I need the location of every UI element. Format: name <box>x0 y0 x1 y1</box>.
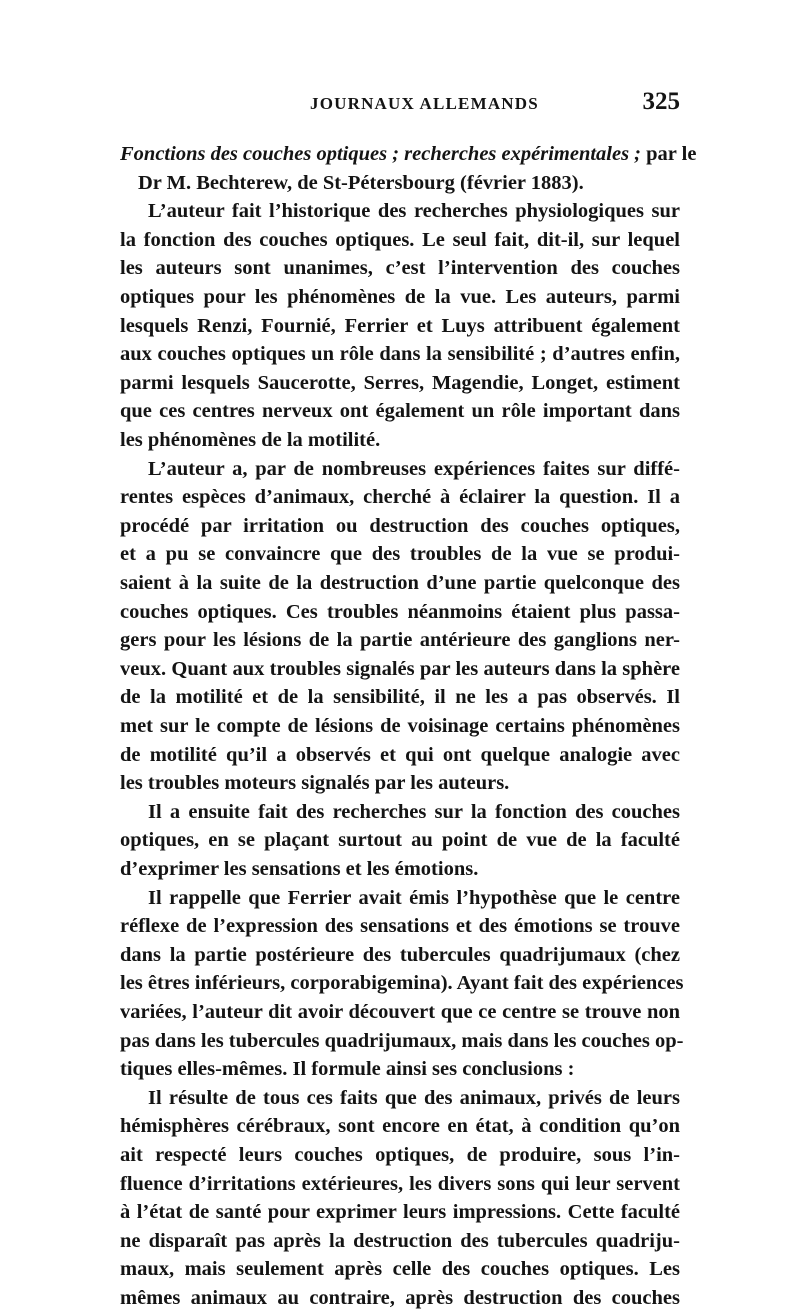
text-line: réflexe de l’expression des sensations et des émotions se trouve <box>120 915 680 938</box>
text-line: les troubles moteurs signalés par les auteurs. <box>120 772 510 795</box>
text-line: hémisphères cérébraux, sont encore en état, à condition qu’on <box>120 1115 680 1138</box>
text-line: fluence d’irritations extérieures, les divers sons qui leur servent <box>120 1172 680 1195</box>
text-line: la fonction des couches optiques. Le seul fait, dit-il, sur lequel <box>120 228 680 251</box>
text-line: de la motilité et de la sensibilité, il ne les a pas observés. Il <box>120 686 680 709</box>
text-line: pas dans les tubercules quadrijumaux, mais dans les couches op- <box>120 1029 684 1052</box>
text-line: et a pu se convaincre que des troubles de la vue se produi- <box>120 543 680 566</box>
text-line: tiques elles-mêmes. Il formule ainsi ses conclusions : <box>120 1058 575 1081</box>
text-line: L’auteur fait l’historique des recherches physiologiques sur <box>148 200 680 223</box>
text-line: L’auteur a, par de nombreuses expériences faites sur diffé- <box>148 457 680 480</box>
text-line <box>120 140 697 168</box>
running-head: JOURNAUX ALLEMANDS <box>310 94 539 113</box>
text-line: parmi lesquels Saucerotte, Serres, Magendie, Longet, estiment <box>120 371 680 394</box>
text-line: gers pour les lésions de la partie antérieure des ganglions ner- <box>120 629 680 652</box>
text-line: couches optiques. Ces troubles néanmoins étaient plus passa- <box>120 600 680 623</box>
text-line: les êtres inférieurs, corporabigemina). Ayant fait des expériences <box>120 972 684 995</box>
text-line: Dr M. Bechterew, de St-Pétersbourg (février 1883). <box>138 171 584 194</box>
text-line: de motilité qu’il a observés et qui ont quelque analogie avec <box>120 743 680 766</box>
text-line: les auteurs sont unanimes, c’est l’intervention des couches <box>120 257 680 280</box>
text-line: d’exprimer les sensations et les émotions. <box>120 858 479 880</box>
text-line: aux couches optiques un rôle dans la sensibilité ; d’autres enfin, <box>120 343 680 366</box>
text-line: saient à la suite de la destruction d’une partie quelconque des <box>120 572 680 594</box>
text-line: ne disparaît pas après la destruction des tubercules quadriju- <box>120 1229 680 1252</box>
article-title: Fonctions des couches optiques ; recherches expérimentales ; <box>120 143 642 165</box>
text-line: à l’état de santé pour exprimer leurs impressions. Cette faculté <box>120 1201 680 1224</box>
text-line: Il a ensuite fait des recherches sur la fonction des couches <box>148 800 680 823</box>
page-number: 325 <box>642 88 680 115</box>
text-line: que ces centres nerveux ont également un rôle important dans <box>120 400 680 423</box>
page-header <box>120 88 680 118</box>
text-line: optiques pour les phénomènes de la vue. Les auteurs, parmi <box>120 286 680 308</box>
text-line: ait respecté leurs couches optiques, de produire, sous l’in- <box>120 1144 680 1166</box>
text-line: maux, mais seulement après celle des couches optiques. Les <box>120 1258 680 1281</box>
text-line: mêmes animaux au contraire, après destruction des couches <box>120 1287 680 1309</box>
text-line: veux. Quant aux troubles signalés par les auteurs dans la sphère <box>120 657 680 680</box>
text-line: dans la partie postérieure des tubercules quadrijumaux (chez <box>120 943 680 966</box>
text-line: Il résulte de tous ces faits que des animaux, privés de leurs <box>148 1086 680 1109</box>
text-line: optiques, en se plaçant surtout au point de vue de la faculté <box>120 829 680 852</box>
text-line: procédé par irritation ou destruction des couches optiques, <box>120 514 680 537</box>
text-line: les phénomènes de la motilité. <box>120 429 381 451</box>
text-line: Il rappelle que Ferrier avait émis l’hypothèse que le centre <box>148 886 680 909</box>
text-line: variées, l’auteur dit avoir découvert que ce centre se trouve non <box>120 1001 680 1023</box>
text-line: met sur le compte de lésions de voisinage certains phénomènes <box>120 715 680 737</box>
text-line: lesquels Renzi, Fournié, Ferrier et Luys attribuent également <box>120 314 680 337</box>
article-title-tail: par le <box>641 143 697 165</box>
text-line: rentes espèces d’animaux, cherché à éclairer la question. Il a <box>120 486 680 509</box>
